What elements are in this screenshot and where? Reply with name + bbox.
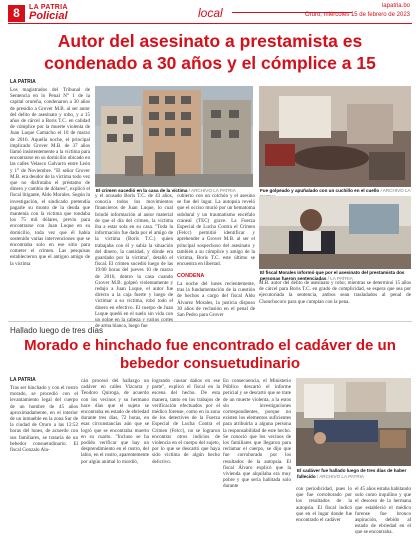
body-found-photo [296, 378, 411, 466]
scene-caption-credit: / ARCHIVO LA [380, 188, 411, 193]
building-photo [95, 86, 253, 187]
newspaper-logo [29, 3, 68, 21]
story2-column-2: cán procesó del hallazgo un cadáver en calles Vizcarra y Teodoro Quiroga, de acuerdo con los vecinos y su hermano hace días que el sujeto se encontraba en estado de ebriedad durante tres días, 72 horas, en esas circunstancias aún que se logró que se encontraba muerto en su cuarto. "Incluso se ha podido verificar que hay un desprendimiento en el rostro, del labio, en el rostro, aparentemente por algún animal lo mordió, [81, 378, 149, 465]
story1-column-1: Los magistrados del Tribunal de Sentencia en lo Penal N° 1 de la capital orureña, condenaron a 30 años de presidio a Grover M.B. al ser autor del delito de asesinato y robo, y a 15 años de cárcel a Boris T.C. en calidad de cómplice por la muerte violenta de Juan Luque Camacho el 10 de marzo de 2016. Aquella noche, el principal implicado Grover M.B. de 37 años llamó insistentemente a la víctima para encontrarse en su domicilio ubicado en las calles Velasco Galvarro entre León y 1° de Noviembre. "El señor Grover M.B. era deudor de la víctima todo vez que no disfrutaba el préstamo de dinero y cambio de dólares", explicó el fiscal litigante, Aldo Morales. Según la investigación, el sindicado pretendía pagarle su monto de la deuda que mantenía con la víctima que rondaba los 75 mil dólares, previo para encontrarse con Juan Luque en su domicilio, toda vez que él había sostenido varias intervenciones que se encontraba solo en ese sitio para cometer el crimen. Las pesquisas establecieron que el antiguo amigo de la víctima [10, 87, 90, 267]
story1-headline: Autor del asesinato a prestamista es condenado a 30 años y el cómplice a 15 [44, 31, 376, 73]
building-caption-credit: / ARCHIVO LA PATRIA [188, 188, 236, 193]
prosecutor-caption-text: El fiscal Morales informó que por el asesinato del prestamista dos personas fueron sentenciadas [260, 270, 405, 281]
story1-column-4: M.B. autor del delito de asesinato y robo; mientras se determinó 15 años de cárcel para Boris T.C. en grado de complicidad, se espera que sea por ejecutoriada la sentencia, ambos sean trasladados al penal de Chonchocoro para que cumplan con la pena. [259, 280, 411, 305]
prosecutor-caption-credit: / LA PATRIA [327, 275, 353, 281]
header-rule [8, 23, 412, 24]
story1-column-2: y el acusado Boris T.C. de 43 años, conocía todos los movimientos financieros de Juan Luque, lo cual brindó información al autor material de que el día del crimen, la víctima iba a estar sola en su casa. "Toda la información fue dada por el amigo de la víctima (Boris T.C.) quien trabajaba con él y sabía la situación del dinero, la cantidad, y dónde era guardado por la víctima", detalló el fiscal. El crimen sucedió luego de las 19:00 horas del jueves 10 de marzo de 2016, dentro la casa cuando Grover M.B. golpeó violentamente y redujo a Juan Luque, el autor fue directo a la caja fuerte y luego de victimar a su víctima, robó todo el dinero en efectivo. El cuerpo de Juan Luque quedó en el suelo sin vida con de arma blanca, luego fue [95, 193, 173, 330]
story1-column-3: cubierto con un colchón y el asesino se fue del lugar. La autopsia reveló que el occiso murió por un hematoma subdural y un traumatismo encéfalo craneal (TEC) grave. La Fuerza Especial de Lucha Contra el Crimen (Felcc) permitió identificar y aprehender a Grover M.B. al ser el principal sospechoso del asesinato y también a su cómplice y amigo de la víctima, Boris T.C. este último se encuentra en libertad. [177, 193, 255, 268]
story2-column-6: el 45 años estaba habitando solo como inquilino y que el desceso de la hermana que estableció el médico forense fue bronco aspiración, debido al estado de ebriedad en el que se encontraba. [355, 486, 412, 536]
building-caption-text: El crimen sucedió en la casa de la víctima [96, 188, 188, 193]
story2-column-1: Tras ser hinchado y con el rostro morado, se procedió con el levantamiento legal del cuerpo de un hombre de 45 años aproximadamente, en el interior de un inmueble en la zona Sur de la ciudad de Oruro a las 12:52 horas del lunes, de acuerdo con sus familiares, se trataría de un bebedor consuetudinario. El fiscal Gonzalo Ala- [10, 385, 78, 454]
brand-top: LA PATRIA [29, 4, 68, 11]
section-label: local [198, 6, 223, 20]
prosecutor-photo [259, 196, 411, 269]
prosecutor-caption [260, 270, 412, 281]
body-caption-credit: / ARCHIVO LA PATRIA [316, 473, 364, 479]
page-number: 8 [8, 5, 25, 22]
crime-scene-photo [259, 86, 411, 187]
scene-caption-text: Fue golpeado y apuñalado con un cuchillo en el cuello [260, 188, 380, 193]
story1-column-3b: La noche del lunes recientemente, tras la fundamentación de la cuestión de hechos a cargo del fiscal Aldo Álvarez Morales, la justicia dispuso 30 años de reclusión en el penal de San Pedro para Grover [177, 281, 255, 319]
body-caption-text: El cadáver fue hallado luego de tres días de haber fallecido [297, 468, 407, 479]
dateline: Oruro, miércoles 15 de febrero de 2023 [304, 12, 410, 18]
story1-byline: LA PATRIA [10, 79, 36, 85]
brand-bottom: Policial [29, 10, 68, 22]
story-separator [8, 321, 412, 322]
story2-column-5: con periodicidad, pues lo que fue corroborado por los resultados de la autopsia. El fiscal indicó que en el lugar donde fue encontrado el cadáver [296, 486, 352, 524]
story2-byline: LA PATRIA [10, 377, 36, 383]
body-caption [297, 468, 411, 479]
story2-kicker: Hallado luego de tres días [10, 326, 103, 335]
building-caption [96, 188, 256, 194]
story2-column-3: logrando causar daños en ese parte", explicó el fiscal en la escena del hecho. De esta manera, tanto en los trabajos de verificación efectuados por el médico forense, como en la zona de los detectives de la Fuerza Especial de Lucha Contra el Crimen (Felcc), no se lograron encontrar otros indicios de violencia en el cuerpo del sujeto, por lo que se descartó que haya sido víctima de algún hecho delictivo. [152, 378, 220, 465]
story1-subhead: CONDENA [177, 273, 205, 279]
story2-column-4: En consecuencia, el Ministerio Público descartó el informe pericial y se descartó que se trate de un muerte violenta, a la estos sin investigaciones correspondientes, porque no existen los elementos suficientes para atribuirla a alguna persona la responsabilidad de este hecho. Se conoció que los vecinos de los familiares que llegaron para reclamar el cuerpo, se dijo que fue corroborado por los resultados de la autopsia. El fiscal Álvaro explicó que la vivienda que alquilaba era muy pobre y que sería habitada solo durante [223, 378, 291, 490]
site-url: lapatria.bo [381, 3, 410, 9]
story2-headline: Morado e hinchado fue encontrado el cadáver de un bebedor consuetudinario [24, 337, 396, 372]
page-header [0, 0, 420, 24]
